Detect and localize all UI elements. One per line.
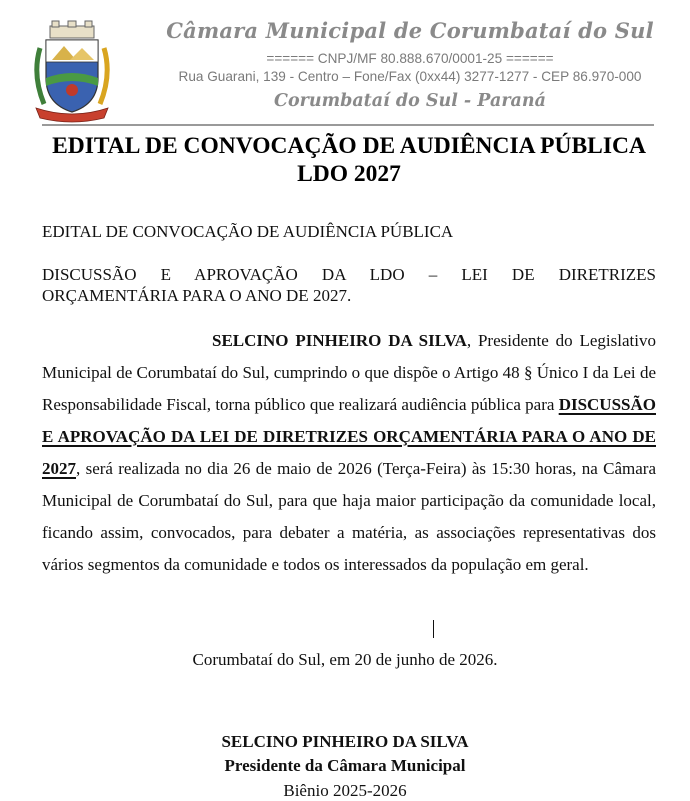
signature-role: Presidente da Câmara Municipal	[224, 756, 466, 775]
document-subtitle: EDITAL DE CONVOCAÇÃO DE AUDIÊNCIA PÚBLICA	[42, 222, 454, 241]
subject-paragraph	[42, 264, 656, 306]
body-paragraph	[42, 325, 656, 581]
text-cursor	[433, 620, 434, 638]
date-line: Corumbataí do Sul, em 20 de junho de 2026.	[192, 650, 498, 669]
body-text-1: , Presidente do Legislativo Municipal de Corumbataí do Sul, cumprindo o que dispõe o Artigo 48 § Único I da Lei de Responsabilidade Fiscal, torna público que realizará audiência pública para	[42, 331, 656, 414]
signature-term: Biênio 2025-2026	[283, 781, 407, 800]
document-title: EDITAL DE CONVOCAÇÃO DE AUDIÊNCIA PÚBLICA LDO 2027	[52, 133, 646, 187]
letterhead	[0, 0, 690, 130]
chamber-name: Câmara Municipal de Corumbataí do Sul	[166, 18, 654, 43]
subject-line-1: DISCUSSÃO E APROVAÇÃO DA LDO – LEI DE DIRETRIZES	[42, 265, 656, 284]
subject-line-2: ORÇAMENTÁRIA PARA O ANO DE 2027.	[42, 286, 352, 305]
coat-of-arms-icon	[30, 20, 114, 124]
cnpj-line: ====== CNPJ/MF 80.888.670/0001-25 ======	[266, 51, 554, 66]
address-line: Rua Guarani, 139 - Centro – Fone/Fax (0xx44) 3277-1277 - CEP 86.970-000	[178, 69, 642, 84]
signature-name: SELCINO PINHEIRO DA SILVA	[221, 732, 469, 751]
header-divider	[42, 124, 654, 126]
body-text-2: , será realizada no dia 26 de maio de 2026 (Terça-Feira) às 15:30 horas, na Câmara Municipal de Corumbataí do Sul, para que haja maior participação da comunidade local, ficando assim, convocados, para debater a matéria, as associações representativas dos vários segmentos da comunidade e todos os interessados da população em geral.	[42, 459, 656, 574]
city-state: Corumbataí do Sul - Paraná	[274, 91, 546, 111]
president-name: SELCINO PINHEIRO DA SILVA	[212, 331, 467, 350]
hearing-subject: DISCUSSÃO E APROVAÇÃO DA LEI DE DIRETRIZES ORÇAMENTÁRIA PARA O ANO DE 2027	[42, 395, 656, 478]
